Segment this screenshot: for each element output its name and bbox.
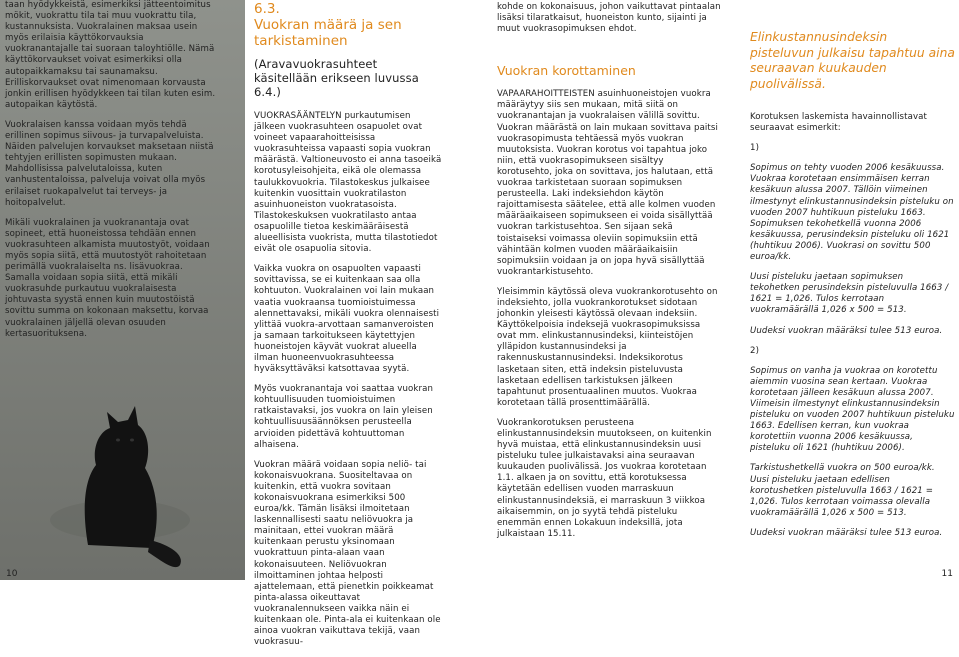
column-3 <box>497 2 721 549</box>
paragraph: taan hyödykkeistä, esimerkiksi jätteentoimitus mökit, vuokrattu tila tai muu vuokrattu tila, kustannuksista. Vuokralainen maksaa usein myös erilaisia käyttökorvauksia vuokranantajalle tai suoraan taloyhtiölle. Nämä käyttökorvaukset voivat esimerkiksi olla autopaikkamaksu tai saunamaksu. Erilliskorvaukset ovat nimenomaan korvausta jonkin erillisen hyödykkeen tai tilan kuten esim. autopaikan käytöstä. <box>5 0 216 110</box>
paragraph: Vuokrankorotuksen perusteena elinkustannusindeksin muutokseen, on kuitenkin hyvä muistaa, että elinkustannusindeksin uusi pisteluku tulee julkaistavaksi aina seuraavan kuukauden puolivälissä. Jos vuokraa korotetaan 1.1. alkaen ja on sovittu, että korotuksessa käytetään edellisen vuoden marraskuun elinkustannusindeksiä, ei marraskuun 3 viikkoa aikaisemmin, on jo syytä tehdä pisteluku enemmän ennen Lokakuun indeksillä, jota julkaistaan 15.11. <box>497 417 712 539</box>
paragraph: Mikäli vuokralainen ja vuokranantaja ovat sopineet, että huoneistossa tehdään ennen vuokrasuhteen alkamista muutostyöt, voidaan myös sopia siitä, että muutostyöt rahoitetaan perimällä vuokralaiselta ns. lisävuokraa. Samalla voidaan sopia siitä, että mikäli vuokrasuhde purkautuu vuokralaisesta johtuvasta syystä ennen kuin muutostöistä sovittu summa on kokonaan maksettu, korvaa vuokralainen jäljellä olevan osuuden kertasuorituksena. <box>5 217 210 339</box>
section-heading: Vuokran määrä ja sen tarkistaminen <box>254 17 402 49</box>
paragraph: Vaikka vuokra on osapuolten vapaasti sovittavissa, se ei kuitenkaan saa olla kohtuuton. Vuokralainen voi lain mukaan vaatia vuokraansa tuomioistuimessa alennettavaksi, mikäli vuokra olennaisesti ylittää vuokra-arvottaan samanveroisten ja samaan tarkoitukseen käytettyjen huoneistojen käyvät vuokrat alueella ilman huoneenvuokrasuhteessa hyväksyttäväksi katsottavaa syytä. <box>254 264 440 375</box>
example-text: Uusi pisteluku jaetaan sopimuksen tekohetken perusindeksin pisteluvulla 1663 / 1621 = 1,026. Tulos kerrotaan vuokramäärällä 1,026 x 500 = 513. <box>750 272 949 316</box>
column-1 <box>5 0 218 349</box>
column-4 <box>750 30 955 548</box>
paragraph: Korotuksen laskemista havainnollistavat seuraavat esimerkit: <box>750 112 927 134</box>
example-text: Sopimus on tehty vuoden 2006 kesäkuussa. Vuokraa korotetaan ensimmäisen kerran kesäkuun alussa 2007. Tällöin viimeinen ilmestynyt elinkustannusindeksin pisteluku on vuoden 2007 huhtikuun pisteluku 1663. Sopimuksen tekohetkellä vuonna 2006 kesäkuussa, perusindeksin pisteluku oli 1621 (huhtikuu 2006). Vuokrasi on sovittu 500 euroa/kk. <box>750 163 954 263</box>
section-number: 6.3. <box>254 1 280 17</box>
page-number-right: 11 <box>941 569 953 579</box>
paragraph: Yleisimmin käytössä oleva vuokrankorotusehto on indeksiehto, jolla vuokrankorotukset sidotaan johonkin yleisesti käytössä olevaan indeksiin. Käyttökelpoisia indeksejä vuokrasopimuksissa ovat mm. elinkustannusindeksi, kiinteistöjen ylläpidon kustannusindeksi ja rakennuskustannusindeksi. Indeksikorotus lasketaan siten, että indeksin pisteluvusta lasketaan edellisen tarkistuksen jälkeen tapahtunut prosentuaalinen muutos. Vuokraa korotetaan tällä prosenttimäärällä. <box>497 286 718 408</box>
example-number: 1) <box>750 143 760 154</box>
example-text: Uudeksi vuokran määräksi tulee 513 euroa. <box>750 527 943 538</box>
section-subheading: (Aravavuokrasuhteet käsitellään erikseen luvussa 6.4.) <box>254 57 419 99</box>
example-number: 2) <box>750 345 760 356</box>
paragraph: kohde on kokonaisuus, johon vaikuttavat pintaalan lisäksi tilaratkaisut, huoneiston kunto, sijainti ja muut vuokrasopimuksen ehdot. <box>497 2 721 35</box>
subsection-heading: Vuokran korottaminen <box>497 63 636 79</box>
pull-quote: Elinkustannusindeksin pisteluvun julkaisu tapahtuu aina seuraavan kuukauden puolivälissä. <box>750 30 955 91</box>
column-2 <box>254 2 444 657</box>
example-text: Uudeksi vuokran määräksi tulee 513 euroa. <box>750 325 943 336</box>
paragraph: Vuokralaisen kanssa voidaan myös tehdä erillinen sopimus siivous- ja turvapalveluista. Näiden palvelujen korvaukset maksetaan niistä tehtyjen erillisten sopimusten mukaan. Mahdollisissa palvelutaloissa, kuten vanhustentaloissa, palveluja voivat olla myös erilaiset ruokapalvelut tai terveys- ja hoitopalvelut. <box>5 119 214 208</box>
paragraph: Vuokran määrä voidaan sopia neliö- tai kokonaisvuokrana. Suositeltavaa on kuitenkin, että vuokra sovitaan kokonaisvuokrana esimerkiksi 500 euroa/kk. Tämän lisäksi ilmoitetaan laskennallisesti saatu neliövuokra ja mainitaan, ettei vuokran määrä kuitenkaan perustu yksinomaan vuokrattuun pinta-alaan vaan kokonaisuuteen. Neliövuokran ilmoittaminen johtaa helposti ajattelemaan, että pienetkin poikkeamat pinta-alassa oikeuttavat vuokranalennukseen vaikka näin ei kuitenkaan ole. Pinta-ala ei kuitenkaan ole ainoa vuokran vaikuttava tekijä, vaan vuokrasuu- <box>254 459 441 648</box>
paragraph: Myös vuokranantaja voi saattaa vuokran kohtuullisuuden tuomioistuimen ratkaistavaksi, jos vuokra on lain yleisen kohtuullisuusäännöksen perusteella arvioiden pidettävä kohtuuttoman alhaisena. <box>254 384 434 450</box>
example-text: Tarkistushetkellä vuokra on 500 euroa/kk. Uusi pisteluku jaetaan edellisen korotushetken pisteluvulla 1663 / 1621 = 1,026. Tulos kerrotaan voimassa olevalla vuokramäärällä 1,026 x 500 = 513. <box>750 463 935 518</box>
paragraph: VUOKRASÄÄNTELYN purkautumisen jälkeen vuokrasuhteen osapuolet ovat voineet vapaarahoitteisissa vuokrasuhteissa vapaasti sopia vuokran määrästä. Valtioneuvosto ei anna tasoeikä korotusyleisohjeita, eikä ole olemassa taulukkovuokria. Tilastokeskus julkaisee kuitenkin vuosittain vuokratilaston asuinhuoneiston vuokratasoista. Tilastokeskuksen vuokratilasto antaa osapuolille tietoa keskimääräisestä alueellisista vuokrista, mutta tilastotiedot eivät ole osapuolia sitovia. <box>254 111 442 255</box>
example-text: Sopimus on vanha ja vuokraa on korotettu aiemmin vuosina sean kertaan. Vuokraa korotetaan jälleen kesäkuun alussa 2007. Viimeisin ilmestynyt elinkustannusindeksin pisteluku on vuoden 2007 huhtikuun pisteluku 1663. Edellisen kerran, kun vuokraa korotettiin vuonna 2006 kesäkuussa, pisteluku oli 1621 (huhtikuu 2006). <box>750 365 955 454</box>
paragraph: VAPAARAHOITTEISTEN asuinhuoneistojen vuokra määräytyy siis sen mukaan, mitä siitä on vuokranantajan ja vuokralaisen välillä sovittu. Vuokran määrästä on lain mukaan sovittava paitsi vuokrasopimusta tehtäessä myös vuokran muutoksista. Vuokran korotus voi tapahtua joko niin, että vuokrasopimukseen sisältyy korotusehto, joka on sovittava, jos halutaan, että vuokraa tarkistetaan suoraan sopimuksen perusteella. Laki indeksiehdon käytön rajoittamisesta säätelee, että alle kolmen vuoden määräaikaiseen sopimukseen ei voida sisällyttää vuokran tarkistusehtoa. Sen sijaan sekä toistaiseksi voimassa oleviin sopimuksiin että vähintään kolmen vuoden määräaikaisiin sopimuksiin voidaan ja on jopa hyvä sisällyttää vuokrantarkistusehto. <box>497 89 718 277</box>
page-number-left: 10 <box>6 569 18 579</box>
